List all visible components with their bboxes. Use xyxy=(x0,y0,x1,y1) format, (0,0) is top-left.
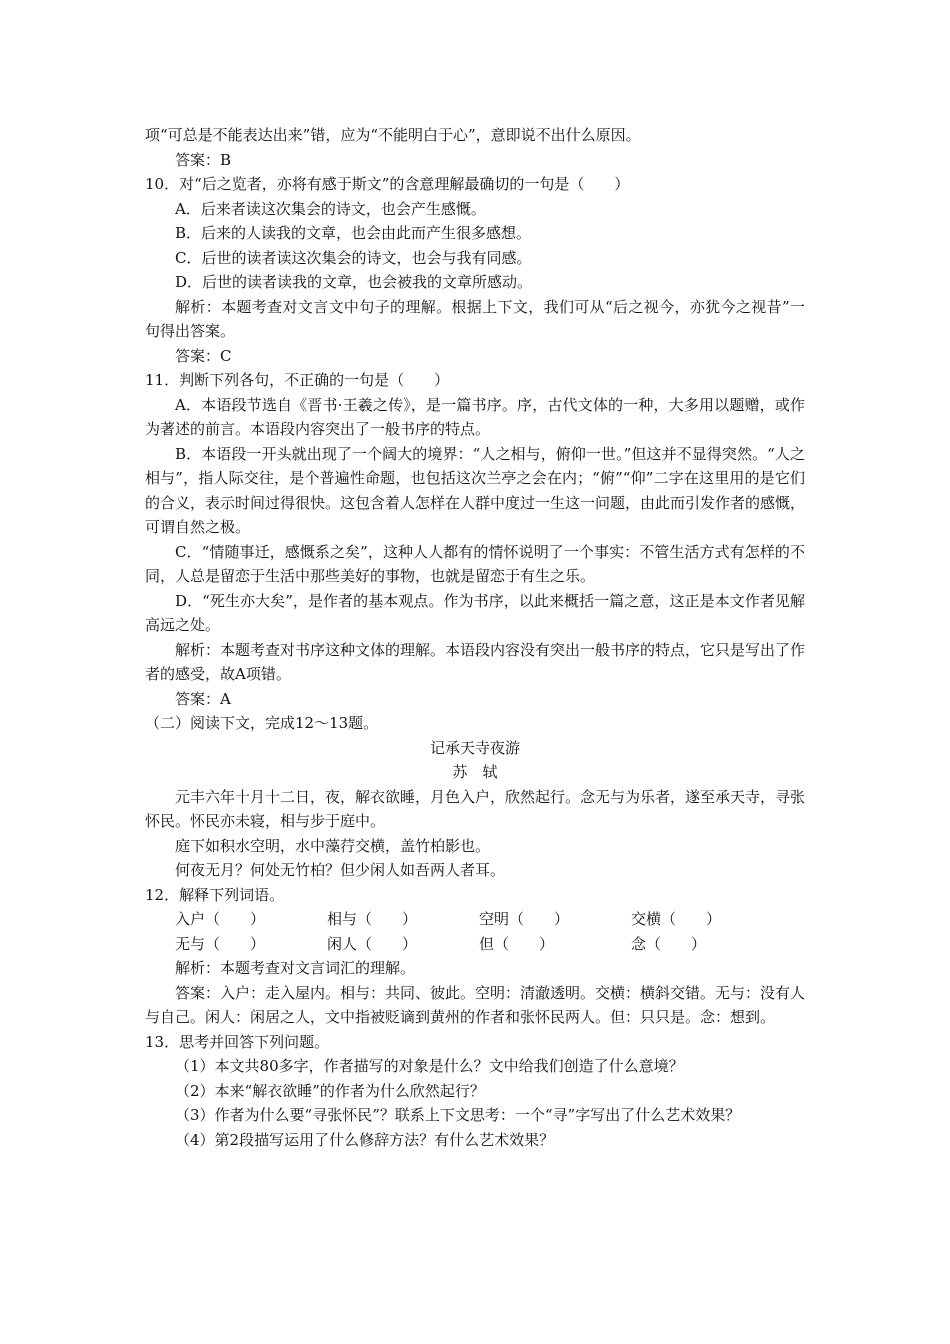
q12-blank-row-1 xyxy=(145,907,805,932)
q12-blank: 入户（ ） xyxy=(175,910,266,928)
passage-paragraph-1: 元丰六年十月十二日，夜，解衣欲睡，月色入户，欣然起行。念无与为乐者，遂至承天寺，寻张怀民。怀民亦未寝，相与步于庭中。 xyxy=(145,787,806,830)
q10-analysis: 解析：本题考查对文言文中句子的理解。根据上下文，我们可从“后之视今，亦犹今之视昔”一句得出答案。 xyxy=(145,297,805,340)
q13-sub-1: （1）本文共80多字，作者描写的对象是什么？文中给我们创造了什么意境？ xyxy=(175,1057,684,1075)
passage-title: 记承天寺夜游 xyxy=(429,738,520,757)
passage-paragraph-2: 庭下如积水空明，水中藻荇交横，盖竹柏影也。 xyxy=(175,836,491,855)
question-12: 12．解释下列词语。 xyxy=(145,885,285,904)
q10-option-d: D．后世的读者读我的文章，也会被我的文章所感动。 xyxy=(175,273,533,291)
q12-blank-row-2 xyxy=(145,932,805,957)
section-2-heading: （二）阅读下文，完成12～13题。 xyxy=(145,714,379,732)
q10-option-a: A．后来者读这次集会的诗文，也会产生感慨。 xyxy=(175,199,486,218)
q12-blank: 相与（ ） xyxy=(327,910,418,928)
q11-option-a: A．本语段节选自《晋书·王羲之传》，是一篇书序。序，古代文体的一种，大多用以题赠，或作为著述的前言。本语段内容突出了一般书序的特点。 xyxy=(145,395,805,438)
q12-blank: 无与（ ） xyxy=(175,934,266,953)
passage-author: 苏 轼 xyxy=(452,763,498,781)
q12-blank: 空明（ ） xyxy=(479,910,570,928)
answer-10: 答案：C xyxy=(175,346,232,365)
q11-analysis: 解析：本题考查对书序这种文体的理解。本语段内容没有突出一般书序的特点，它只是写出了作者的感受，故A项错。 xyxy=(145,640,806,683)
answer-11: 答案：A xyxy=(175,689,231,708)
q13-sub-4: （4）第2段描写运用了什么修辞方法？有什么艺术效果？ xyxy=(175,1130,555,1149)
q12-blank: 念（ ） xyxy=(631,934,707,953)
q10-option-b: B．后来的人读我的文章，也会由此而产生很多感想。 xyxy=(175,224,532,242)
q13-sub-2: （2）本来“解衣欲睡”的作者为什么欣然起行？ xyxy=(175,1081,485,1100)
q12-blank: 交横（ ） xyxy=(631,910,722,928)
q12-blank: 闲人（ ） xyxy=(327,934,418,953)
q12-blank: 但（ ） xyxy=(479,934,555,953)
question-13: 13．思考并回答下列问题。 xyxy=(145,1032,330,1051)
answer-9: 答案：B xyxy=(175,150,232,169)
q10-option-c: C．后世的读者读这次集会的诗文，也会与我有同感。 xyxy=(175,248,532,267)
question-10: 10．对“后之览者，亦将有感于斯文”的含意理解最确切的一句是（ ） xyxy=(145,175,630,193)
continued-analysis: 项“可总是不能表达出来”错，应为“不能明白于心”，意即说不出什么原因。 xyxy=(145,126,641,144)
q12-analysis: 解析：本题考查对文言词汇的理解。 xyxy=(175,959,416,977)
document-body xyxy=(145,123,805,1152)
q11-option-c: C．“情随事迁，感慨系之矣”，这种人人都有的情怀说明了一个事实：不管生活方式有怎样的不同，人总是留恋于生活中那些美好的事物，也就是留恋于有生之乐。 xyxy=(145,542,805,585)
q11-option-b: B．本语段一开头就出现了一个阔大的境界：“人之相与，俯仰一世。”但这并不显得突然。“人之相与”，指人际交往，是个普遍性命题，也包括这次兰亭之会在内；“俯”“仰”二字在这里用的是它们的合义，表示时间过得很快。这包含着人怎样在人群中度过一生这一问题，由此而引发作者的感慨，可谓自然之极。 xyxy=(145,444,806,536)
passage-paragraph-3: 何夜无月？何处无竹柏？但少闲人如吾两人者耳。 xyxy=(175,861,506,879)
question-11: 11．判断下列各句，不正确的一句是（ ） xyxy=(145,371,450,389)
q13-sub-3: （3）作者为什么要“寻张怀民”？联系上下文思考：一个“寻”字写出了什么艺术效果？ xyxy=(175,1106,741,1124)
q11-option-d: D．“死生亦大矣”，是作者的基本观点。作为书序，以此来概括一篇之意，这正是本文作者见解高远之处。 xyxy=(145,591,805,634)
answer-12: 答案：入户：走入屋内。相与：共同、彼此。空明：清澈透明。交横：横斜交错。无与：没有人与自己。闲人：闲居之人，文中指被贬谪到黄州的作者和张怀民两人。但：只只是。念：想到。 xyxy=(145,983,806,1026)
